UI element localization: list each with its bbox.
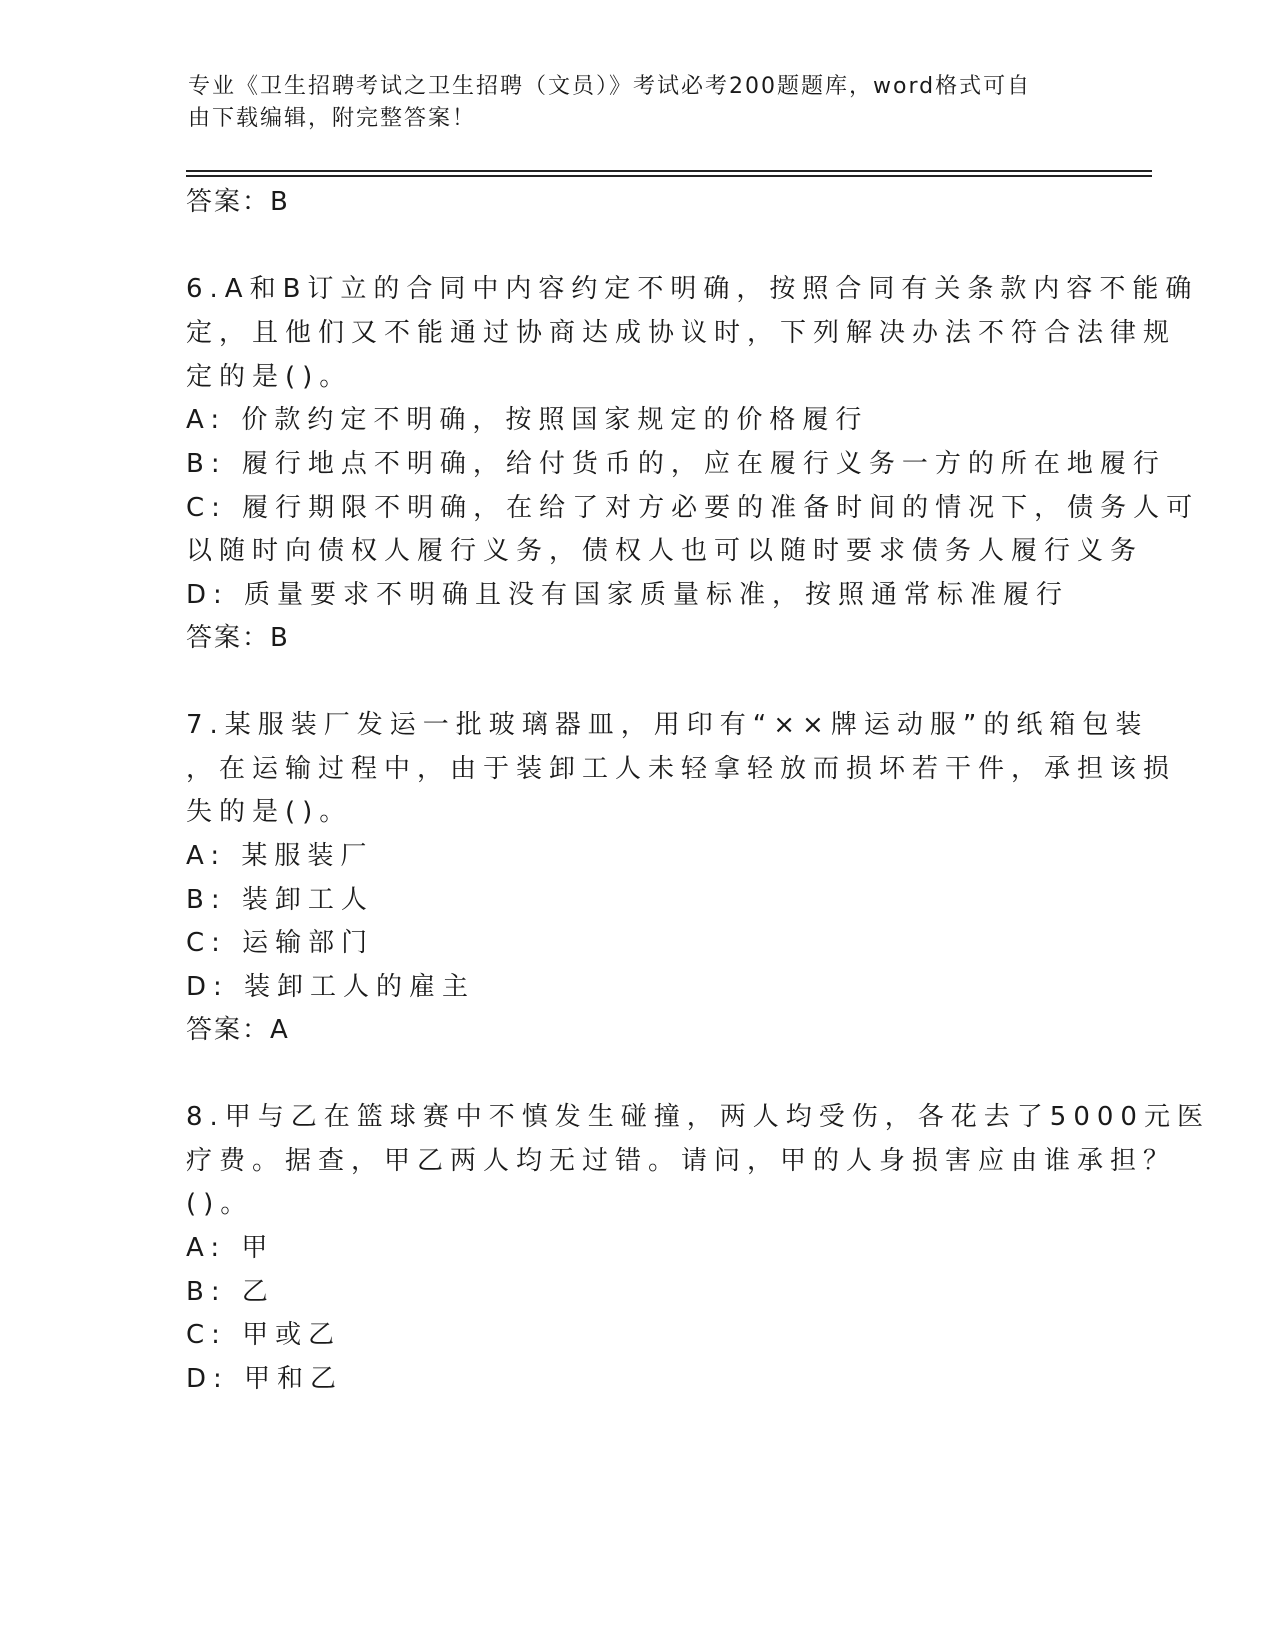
q8-option-b: B: 乙	[186, 1277, 275, 1307]
q6-option-c: C: 履行期限不明确，在给了对方必要的准备时间的情况下，债务人可	[186, 493, 1200, 523]
header-title-line-2: 由下载编辑，附完整答案！	[188, 106, 477, 131]
q8-text-line-2: 疗费。据查，甲乙两人均无过错。请问，甲的人身损害应由谁承担？	[186, 1146, 1177, 1176]
q7-text-line-2: ，在运输过程中，由于装卸工人未轻拿轻放而损坏若干件，承担该损	[186, 754, 1177, 784]
q6-option-d: D: 质量要求不明确且没有国家质量标准，按照通常标准履行	[186, 580, 1070, 610]
q7-option-a: A: 某服装厂	[186, 841, 374, 871]
q8-option-d: D: 甲和乙	[186, 1364, 344, 1394]
q6-text-line-2: 定，且他们又不能通过协商达成协议时，下列解决办法不符合法律规	[186, 318, 1177, 348]
q7-text-line-3: 失的是()。	[186, 797, 353, 827]
q8-option-a: A: 甲	[186, 1233, 275, 1263]
q7-option-b: B: 装卸工人	[186, 885, 374, 915]
header-title-line-1: 专业《卫生招聘考试之卫生招聘（文员）》考试必考200题题库，word格式可自	[188, 74, 1032, 99]
q7-option-c: C: 运输部门	[186, 928, 375, 958]
q7-option-d: D: 装卸工人的雇主	[186, 972, 476, 1002]
q7-answer: 答案：A	[186, 1015, 290, 1045]
q8-option-c: C: 甲或乙	[186, 1320, 342, 1350]
q6-text-line-3: 定的是()。	[186, 362, 353, 392]
q8-text-line-1: 8.甲与乙在篮球赛中不慎发生碰撞，两人均受伤，各花去了5000元医	[186, 1102, 1210, 1132]
previous-answer: 答案：B	[186, 187, 290, 217]
q6-option-a: A: 价款约定不明确，按照国家规定的价格履行	[186, 405, 869, 435]
q6-answer: 答案：B	[186, 623, 290, 653]
q8-text-line-3: ()。	[186, 1189, 254, 1219]
header-divider-top	[186, 170, 1152, 172]
q7-text-line-1: 7.某服装厂发运一批玻璃器皿，用印有“××牌运动服”的纸箱包装	[186, 710, 1149, 740]
q6-option-c-cont: 以随时向债权人履行义务，债权人也可以随时要求债务人履行义务	[186, 536, 1144, 566]
q6-option-b: B: 履行地点不明确，给付货币的，应在履行义务一方的所在地履行	[186, 449, 1166, 479]
header-divider-bottom	[186, 175, 1152, 177]
q6-text-line-1: 6.A和B订立的合同中内容约定不明确，按照合同有关条款内容不能确	[186, 274, 1199, 304]
